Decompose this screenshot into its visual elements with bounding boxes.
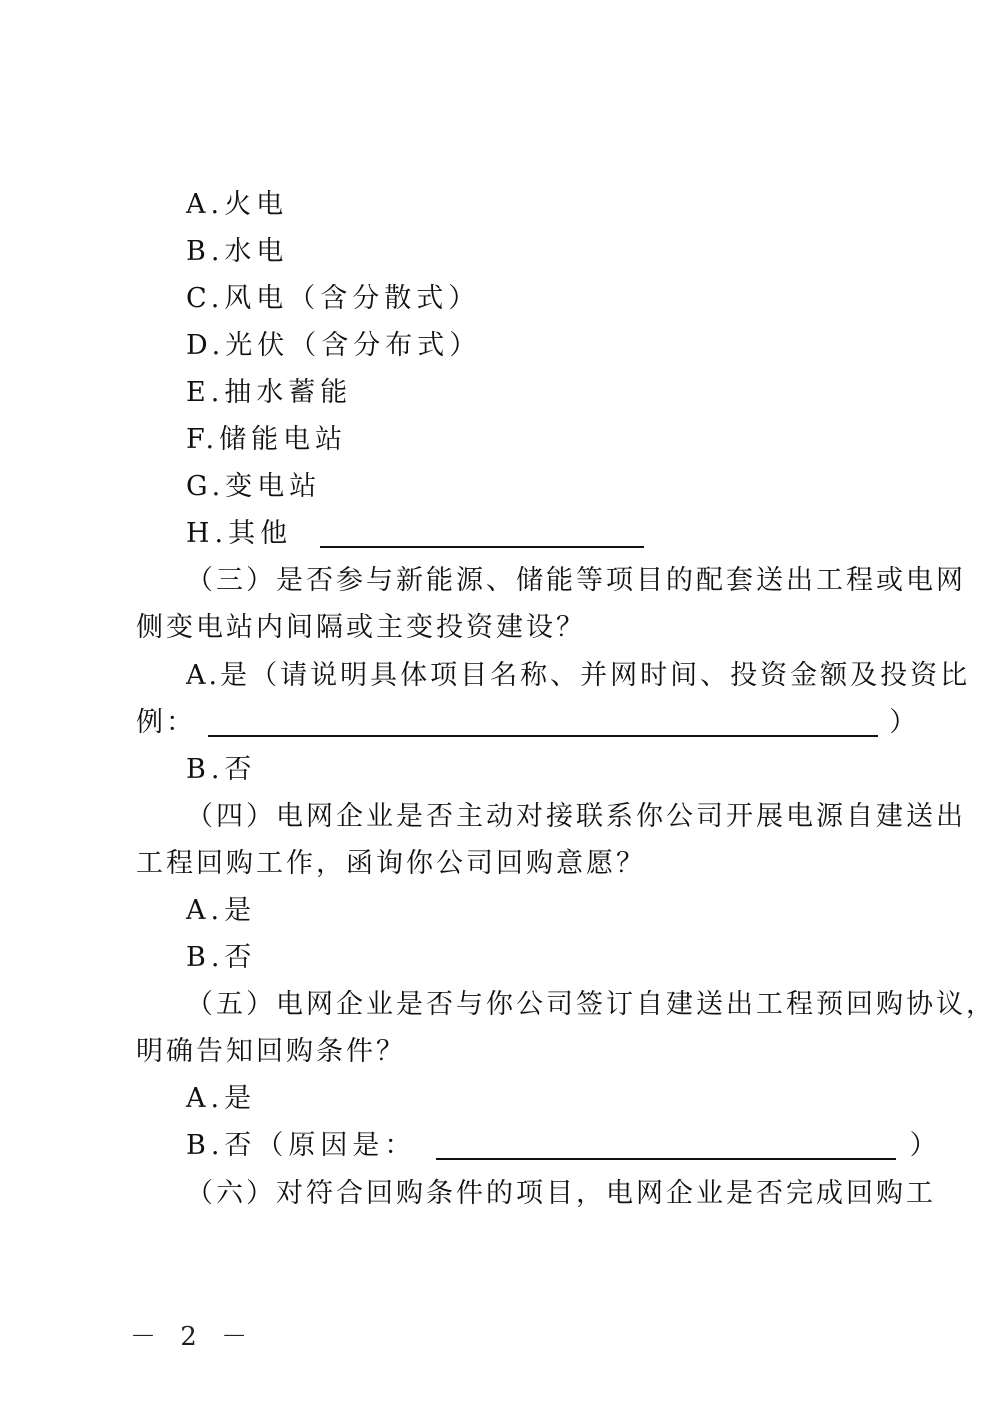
question-4-line2: 工程回购工作，函询你公司回购意愿？ [136,848,646,879]
option-h-other [186,514,644,554]
fill-in-blank-project-details[interactable] [208,735,878,737]
option-b-hydro: B.水电 [186,236,289,267]
question-3-option-b: B.否 [186,754,257,785]
question-5-option-a: A.是 [186,1083,257,1114]
option-a-suffix: ） [889,707,920,738]
option-h-label: H.其他 [186,518,293,549]
option-d-solar: D.光伏（含分布式） [186,330,482,361]
question-4-option-a: A.是 [186,895,257,926]
page-number: － 2 － [130,1322,256,1352]
option-b-suffix: ） [909,1130,942,1161]
question-3-line1: （三）是否参与新能源、储能等项目的配套送出工程或电网 [186,565,966,596]
option-c-wind: C.风电（含分散式） [186,283,481,314]
option-e-pumped-storage: E.抽水蓄能 [186,377,353,408]
fill-in-blank-reason[interactable] [436,1158,896,1160]
fill-in-blank-other[interactable] [320,546,644,548]
question-4-option-b: B.否 [186,942,257,973]
question-3-option-a-line2 [136,703,919,743]
question-3-line2: 侧变电站内间隔或主变投资建设？ [136,612,586,643]
option-a-prefix: 例： [136,707,196,738]
option-f-storage-station: F.储能电站 [186,424,348,455]
question-5-line1: （五）电网企业是否与你公司签订自建送出工程预回购协议， [186,989,996,1020]
option-a-thermal: A.火电 [186,189,289,220]
question-5-option-b [186,1126,942,1166]
option-g-substation: G.变电站 [186,471,322,502]
option-b-prefix: B.否（原因是： [186,1130,417,1161]
question-3-option-a-line1: A.是（请说明具体项目名称、并网时间、投资金额及投资比 [186,660,971,691]
question-5-line2: 明确告知回购条件？ [136,1036,406,1067]
question-4-line1: （四）电网企业是否主动对接联系你公司开展电源自建送出 [186,801,966,832]
question-6-line1: （六）对符合回购条件的项目，电网企业是否完成回购工 [186,1178,936,1209]
